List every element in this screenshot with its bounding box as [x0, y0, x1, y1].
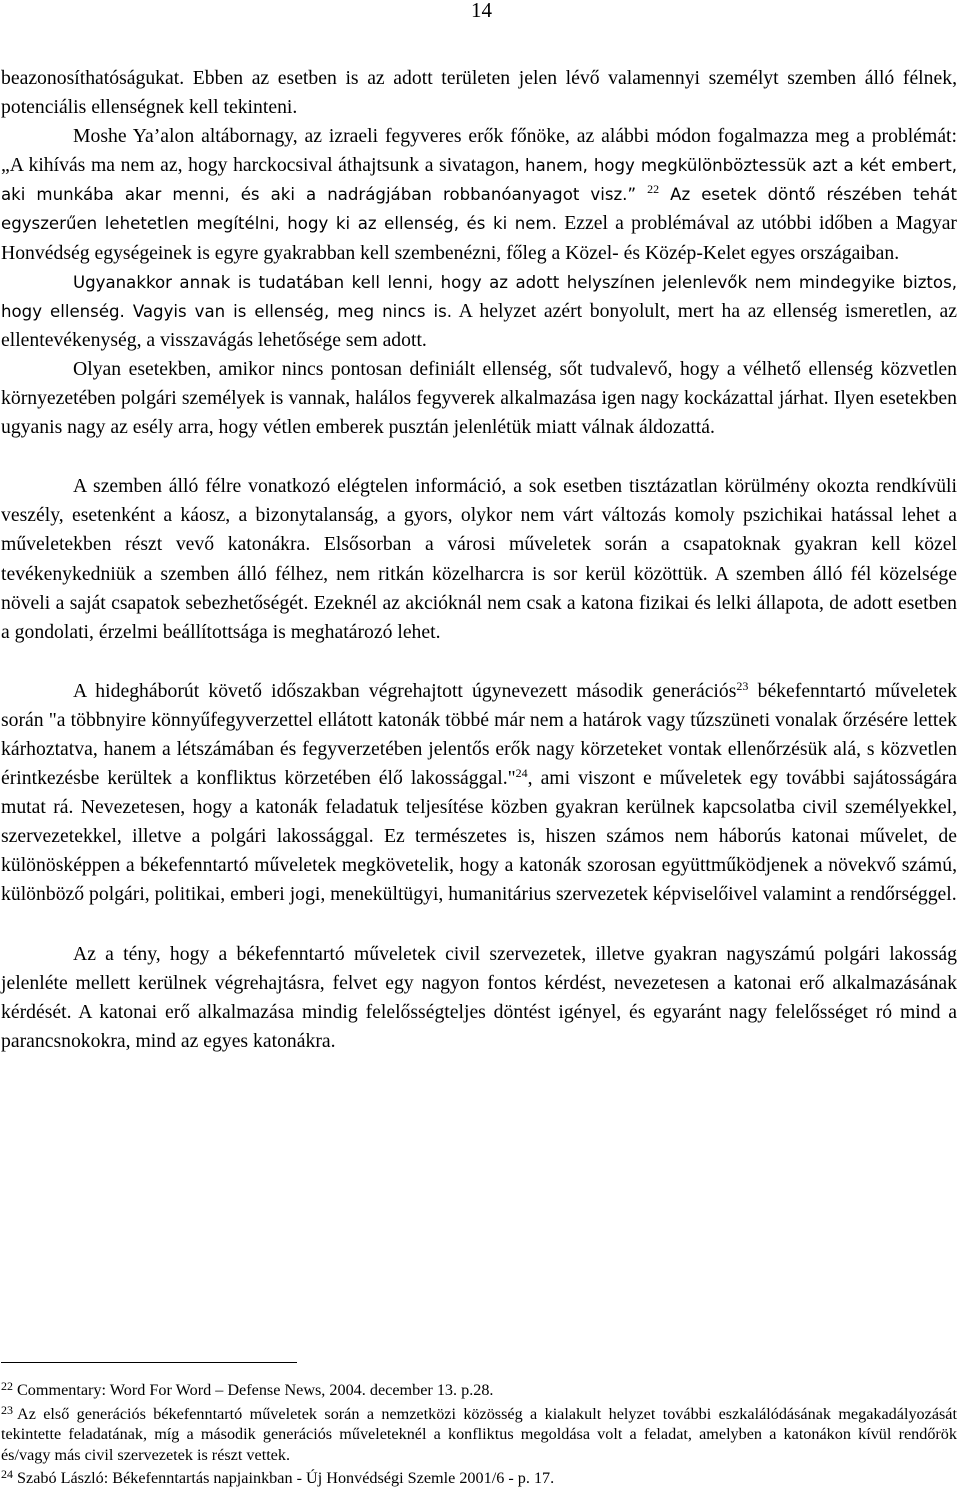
footnote-text: Szabó László: Békefenntartás napjainkban - Új Honvédségi Szemle 2001/6 - p. 17.: [17, 1469, 555, 1487]
paragraph-text: A szemben álló félre vonatkozó elégtelen információ, a sok esetben tisztázatlan körülmény okozta rendkívüli veszély, esetenként a káosz, a bizonytalanság, a gyors, olykor nem várt változás komoly pszichikai hatással lehet a műveletekben részt vevő katonákra. Elsősorban a városi műveletek során a csapatoknak gyakran kell közel tevékenykedniük a szemben álló félhez, nem ritkán közelharcra is sor kerül közöttük. A szemben álló fél közelsége növeli a saját csapatok sebezhetőségét. Ezeknél az akcióknál nem csak a katona fizikai és lelki állapota, de adott esetben a gondolati, érzelmi beállítottsága is meghatározó lehet.: [1, 475, 957, 643]
paragraph: [1, 677, 957, 910]
paragraph-text: hanem, hogy megkülönböztessük azt a két embert, aki munkába akar menni, és aki a nadrágjában robbanóanyagot visz.”: [1, 156, 958, 205]
paragraph: [1, 472, 957, 647]
paragraph-text: beazonosíthatóságukat. Ebben az esetben is az adott területen jelen lévő valamennyi személyt szemben álló félnek, potenciális ellenségnek kell tekinteni.: [1, 67, 957, 119]
footnote-number: 24: [1, 1467, 13, 1481]
footnote-reference: 23: [736, 678, 749, 693]
footnote: [1, 1380, 957, 1401]
footnote: [1, 1468, 957, 1489]
paragraph: [1, 355, 957, 442]
page-number: 14: [471, 0, 492, 22]
paragraph-text: Ugyanakkor annak is tudatában kell lenni, hogy az adott helyszínen jelenlevők nem mindegyike biztos, hogy ellenség. Vagyis van is ellenség, meg nincs is.: [1, 272, 957, 321]
paragraph-text: Moshe Ya’alon altábornagy, az izraeli fegyveres erők főnöke, az alábbi módon fogalmazza meg a problémát: „A kihívás ma nem az, hogy harckocsival áthajtsunk a sivatagon,: [1, 125, 957, 177]
paragraph-text: Ezzel a problémával az utóbbi időben a Magyar Honvédség egységeinek is egyre gyakrabban kell szembenézni, főleg a Közel- és Közép-Kelet egyes országaiban.: [1, 212, 957, 264]
paragraph-text: Az esetek döntő részében tehát egyszerűen lehetetlen megítélni, hogy ki az ellenség, és ki nem.: [1, 185, 957, 234]
footnote-text: Commentary: Word For Word – Defense News, 2004. december 13. p.28.: [17, 1381, 494, 1399]
paragraph-text: Olyan esetekben, amikor nincs pontosan definiált ellenség, sőt tudvalevő, hogy a vélhető ellenség közvetlen környezetében polgári személyek is vannak, halálos fegyverek alkalmazása igen nagy kockázattal járhat. Ilyen esetekben ugyanis nagy az esély arra, hogy vétlen emberek pusztán jelenlétük miatt válnak áldozattá.: [1, 357, 957, 439]
paragraph-text: , ami viszont e műveletek egy további sajátosságára mutat rá. Nevezetesen, hogy a katonák feladatuk teljesítése közben gyakran kerülnek kapcsolatba civil személyekkel, szervezetekkel, illetve a polgári lakossággal. Ez természetes is, hiszen számos nem háborús katonai művelet, de különösképpen a békefenntartó műveletek megkövetelik, hogy a katonák szorosan együttműködjenek a növekvő számú, különböző polgári, politikai, emberi jogi, menekültügyi, humanitárius szervezetek képviselőivel valamint a rendőrséggel.: [1, 767, 958, 906]
footnote-reference: 24: [515, 766, 528, 781]
paragraph: [1, 64, 957, 122]
paragraph-text: A hidegháborút követő időszakban végrehajtott úgynevezett második generációs: [73, 679, 737, 702]
footnote-number: 23: [1, 1402, 13, 1417]
footnote: [1, 1404, 957, 1466]
paragraph: [1, 940, 957, 1056]
footnote-reference: 22: [647, 182, 660, 197]
body-text: [1, 64, 957, 1056]
footnote-number: 22: [1, 1379, 13, 1393]
paragraph: [1, 122, 957, 267]
footnote-divider: [1, 1362, 297, 1363]
footnote-text: Az első generációs békefenntartó műveletek során a nemzetközi közösség a kialakult helyzet további eszkalálódásának megakadályozását tekintette feladatának, míg a második generációs műveleteknél a konfliktus megoldása volt a feladat, amelyben a katonákon kívül rendőrök és/vagy más civil szervezetek is részt vettek.: [1, 1404, 957, 1464]
footnotes: [1, 1380, 957, 1492]
paragraph-text: békefenntartó műveletek során "a többnyire könnyűfegyverzettel ellátott katonák többé már nem a határok vagy tűzszüneti vonalak őrzésére lettek kárhoztatva, hanem a létszámában és fegyverzetében jelentős erők nagy körzeteket vontak ellenőrzésük alá, s közvetlen érintkezésbe kerültek a konfliktus körzetében élő lakossággal.": [1, 679, 957, 790]
paragraph-text: A helyzet azért bonyolult, mert ha az ellenség ismeretlen, az ellentevékenység, a visszavágás lehetősége sem adott.: [1, 299, 957, 351]
paragraph-text: Az a tény, hogy a békefenntartó műveletek civil szervezetek, illetve gyakran nagyszámú polgári lakosság jelenléte mellett kerülnek végrehajtásra, felvet egy nagyon fontos kérdést, nevezetesen a katonai erő alkalmazásának kérdését. A katonai erő alkalmazása mindig felelősségteljes döntést igényel, és egyaránt nagy felelősséget ró mind a parancsnokokra, mind az egyes katonákra.: [1, 942, 957, 1052]
paragraph: [1, 268, 957, 355]
